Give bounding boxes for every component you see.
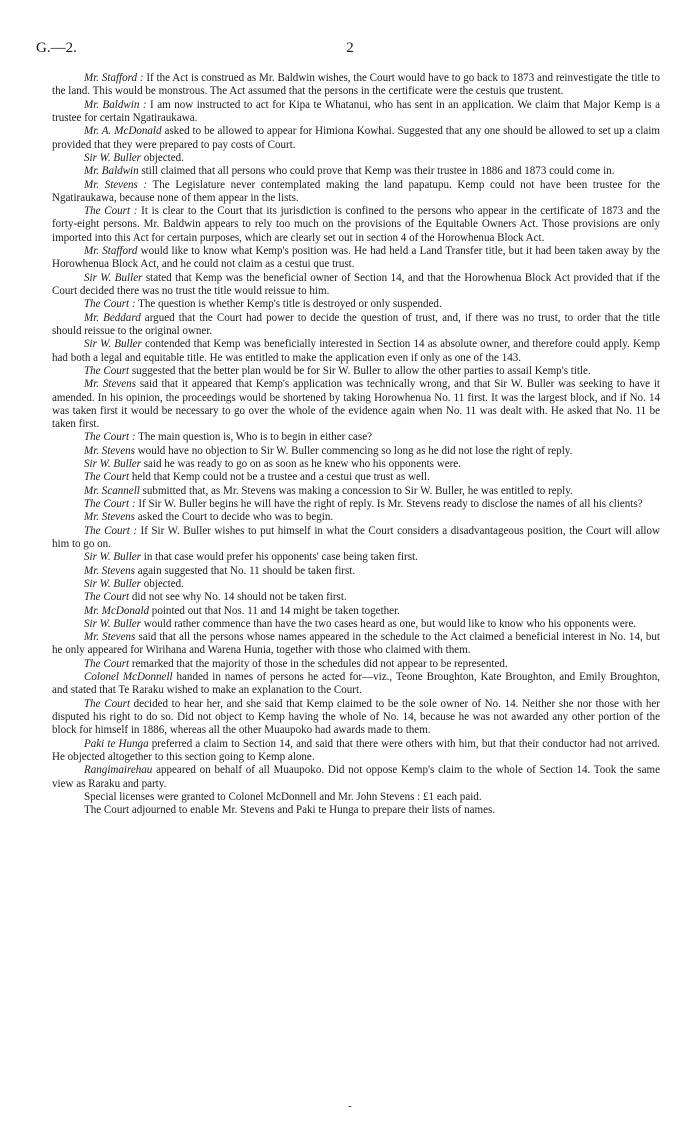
speaker-name: The Court (84, 657, 130, 670)
speaker-name: Mr. Stevens (84, 378, 136, 391)
speaker-name: The Court : (84, 431, 136, 444)
paragraph-text: suggested that the better plan would be for Sir W. Buller to allow the other parties to assail Kemp's title. (129, 364, 591, 377)
paragraph (52, 245, 660, 272)
paragraph (52, 525, 660, 552)
paragraph-text: contended that Kemp was beneficially interested in Section 14 as absolute owner, and therefore could apply. Kemp had both a legal and equitable title. He was entitled to make the application even if only as one of the 143. (52, 338, 660, 364)
paragraph (52, 485, 660, 498)
paragraph-text: again suggested that No. 11 should be taken first. (134, 564, 356, 577)
speaker-name: Sir W. Buller (84, 151, 141, 164)
paragraph-text: I am now instructed to act for Kipa te Whatanui, who has sent in an application. We claim that Major Kemp is a trustee for certain Ngatiraukawa. (52, 98, 660, 124)
paragraph (52, 698, 660, 738)
speaker-name: Mr. Stevens : (84, 178, 148, 191)
speaker-name: Mr. Beddard (84, 311, 141, 324)
paragraph-text: If Sir W. Buller begins he will have the right of reply. Is Mr. Stevens ready to disclose the names of all his clients? (135, 498, 643, 510)
paragraph-text: argued that the Court had power to decide the question of trust, and, if there was no trust, to order that the title should reissue to the original owner. (52, 311, 660, 337)
paragraph-text: would have no objection to Sir W. Buller commencing so long as he did not lose the right of reply. (134, 444, 573, 457)
paragraph (52, 591, 660, 604)
speaker-name: The Court : (84, 298, 136, 311)
speaker-name: Colonel McDonnell (84, 671, 173, 684)
paragraph (52, 791, 660, 804)
paragraph (52, 605, 660, 618)
speaker-name: The Court (84, 471, 130, 484)
paragraph (52, 618, 660, 631)
speaker-name: Mr. Baldwin : (84, 98, 147, 111)
paragraph (52, 738, 660, 765)
speaker-name: Rangimairehau (84, 764, 153, 777)
speaker-name: Paki te Hunga (84, 737, 149, 750)
speaker-name: The Court (84, 591, 130, 604)
proceedings-text (52, 72, 660, 818)
paragraph-text: stated that Kemp was the beneficial owner of Section 14, and that the Horowhenua Block Act provided that if the Court decided there was no trust the title would reissue to him. (52, 271, 660, 297)
paragraph-text: decided to hear her, and she said that Kemp claimed to be the sole owner of No. 14. Neither she nor those with her disputed his right to do so. Did not object to Kemp having the whole of No. 14, because he was not awarded any other portion of the block for himself in 1886, whereas all the other Muaupoko had awards made to them. (52, 697, 660, 737)
paragraph (52, 312, 660, 339)
paragraph-text: did not see why No. 14 should not be taken first. (129, 591, 347, 604)
speaker-name: Sir W. Buller (84, 271, 143, 284)
paragraph-text: If Sir W. Buller wishes to put himself in what the Court considers a disadvantageous position, the Court will allow him to go on. (52, 524, 660, 550)
speaker-name: Sir W. Buller (84, 338, 142, 351)
speaker-name: Mr. Stevens (84, 631, 136, 644)
paragraph (52, 671, 660, 698)
paragraph-text: appeared on behalf of all Muaupoko. Did not oppose Kemp's claim to the whole of Section 14. Took the same view as Raraku and party. (52, 764, 660, 790)
speaker-name: The Court : (84, 524, 138, 537)
paragraph-text: Special licenses were granted to Colonel McDonnell and Mr. John Stevens : £1 each paid. (84, 790, 482, 803)
speaker-name: The Court (84, 697, 131, 710)
paragraph-text: preferred a claim to Section 14, and said that there were others with him, but that their conductor had not arrived. He objected altogether to this section going to Kemp alone. (52, 737, 660, 763)
paragraph (52, 804, 660, 817)
speaker-name: Mr. A. McDonald (84, 125, 162, 138)
paragraph-text: said that it appeared that Kemp's application was technically wrong, and that Sir W. Buller was seeking to have it amended. In his opinion, the proceedings would be shortened by taking Horowhenua No. 11 first. It was the largest block, and if No. 14 was taken first it would be necessary to go over the whole of the evidence again when No. 11 was dealt with. He asked that No. 11 be taken first. (52, 378, 660, 431)
paragraph (52, 125, 660, 152)
speaker-name: The Court (84, 364, 130, 377)
paragraph (52, 298, 660, 311)
paragraph-text: said he was ready to go on as soon as he knew who his opponents were. (140, 458, 461, 471)
paragraph-text: The question is whether Kemp's title is destroyed or only suspended. (135, 298, 442, 311)
paragraph-text: asked to be allowed to appear for Himiona Kowhai. Suggested that any one should be allowed to set up a claim provided that they were prepared to pay costs of Court. (52, 125, 660, 151)
paragraph (52, 458, 660, 471)
document-reference: G.—2. (36, 40, 77, 56)
paragraph-text: objected. (140, 151, 184, 164)
speaker-name: Mr. Stevens (84, 511, 135, 524)
paragraph-text: would rather commence than have the two cases heard as one, but would like to know who his opponents were. (140, 617, 637, 630)
paragraph (52, 431, 660, 444)
paragraph (52, 764, 660, 791)
paragraph (52, 152, 660, 165)
paragraph-text: handed in names of persons he acted for—viz., Teone Broughton, Kate Broughton, and Emily Broughton, and stated that Te Raraku wished to make an explanation to the Court. (52, 671, 661, 697)
paragraph (52, 205, 660, 245)
speaker-name: The Court : (84, 498, 136, 510)
paragraph-text: pointed out that Nos. 11 and 14 might be taken together. (149, 604, 400, 617)
speaker-name: Mr. Scannell (84, 484, 140, 497)
paragraph (52, 578, 660, 591)
paragraph-text: in that case would prefer his opponents' case being taken first. (140, 551, 418, 564)
paragraph (52, 658, 660, 671)
paragraph (52, 498, 660, 511)
paragraph-text: remarked that the majority of those in the schedules did not appear to be represented. (129, 657, 508, 670)
paragraph (52, 272, 660, 299)
footer-mark: - (348, 1101, 352, 1112)
paragraph-text: The Court adjourned to enable Mr. Stevens and Paki te Hunga to prepare their lists of names. (84, 804, 496, 817)
paragraph (52, 165, 660, 178)
page-header (36, 40, 664, 60)
speaker-name: Sir W. Buller (84, 617, 141, 630)
paragraph-text: held that Kemp could not be a trustee and a cestui que trust as well. (129, 471, 430, 484)
paragraph (52, 378, 660, 431)
paragraph-text: The Legislature never contemplated making the land papatupu. Kemp could not have been trustee for the Ngatiraukawa, because none of them appear in the lists. (52, 178, 660, 204)
paragraph (52, 338, 660, 365)
speaker-name: Mr. Baldwin (84, 165, 139, 178)
paragraph-text: It is clear to the Court that its jurisdiction is confined to the persons who appear in the certificate of 1873 and the forty-eight persons. Mr. Baldwin appears to rely too much on the provisions of the Equitable Owners Act. Those provisions are only imported into this Act for certain purposes, which are clearly set out in section 4 of the Horowhenua Block Act. (52, 205, 660, 244)
speaker-name: Mr. Stevens (84, 444, 135, 457)
speaker-name: Mr. Stafford : (84, 72, 144, 84)
paragraph (52, 99, 660, 126)
paragraph-text: still claimed that all persons who could prove that Kemp was their trustee in 1886 and 1873 could come in. (138, 165, 615, 178)
paragraph-text: objected. (140, 577, 184, 590)
paragraph-text: If the Act is construed as Mr. Baldwin wishes, the Court would have to go back to 1873 and reinvestigate the title to the land. This would be monstrous. The Act assumed that the persons in the certificate were the cestuis que trustent. (52, 72, 660, 98)
paragraph-text: asked the Court to decide who was to begin. (134, 511, 334, 524)
speaker-name: Mr. Stafford (84, 245, 138, 258)
speaker-name: The Court : (84, 205, 138, 218)
paragraph (52, 551, 660, 564)
paragraph-text: submitted that, as Mr. Stevens was making a concession to Sir W. Buller, he was entitled to reply. (139, 484, 573, 497)
paragraph (52, 179, 660, 206)
paragraph-text: The main question is, Who is to begin in either case? (135, 431, 372, 444)
paragraph (52, 445, 660, 458)
speaker-name: Mr. Stevens (84, 564, 135, 577)
page-number: 2 (346, 40, 354, 56)
speaker-name: Mr. McDonald (84, 604, 150, 617)
paragraph (52, 471, 660, 484)
paragraph-text: said that all the persons whose names appeared in the schedule to the Act claimed a beneficial interest in No. 14, but he only appeared for Wirihana and Warena Hunia, together with those who claimed with them. (52, 631, 660, 657)
speaker-name: Sir W. Buller (84, 577, 141, 590)
paragraph (52, 565, 660, 578)
paragraph (52, 631, 660, 658)
paragraph (52, 72, 660, 99)
paragraph (52, 365, 660, 378)
speaker-name: Sir W. Buller (84, 458, 141, 471)
paragraph (52, 511, 660, 524)
paragraph-text: would like to know what Kemp's position was. He had held a Land Transfer title, but it had been taken away by the Horowhenua Block Act, and he could not claim as a cestui que trust. (52, 245, 660, 271)
speaker-name: Sir W. Buller (84, 551, 141, 564)
